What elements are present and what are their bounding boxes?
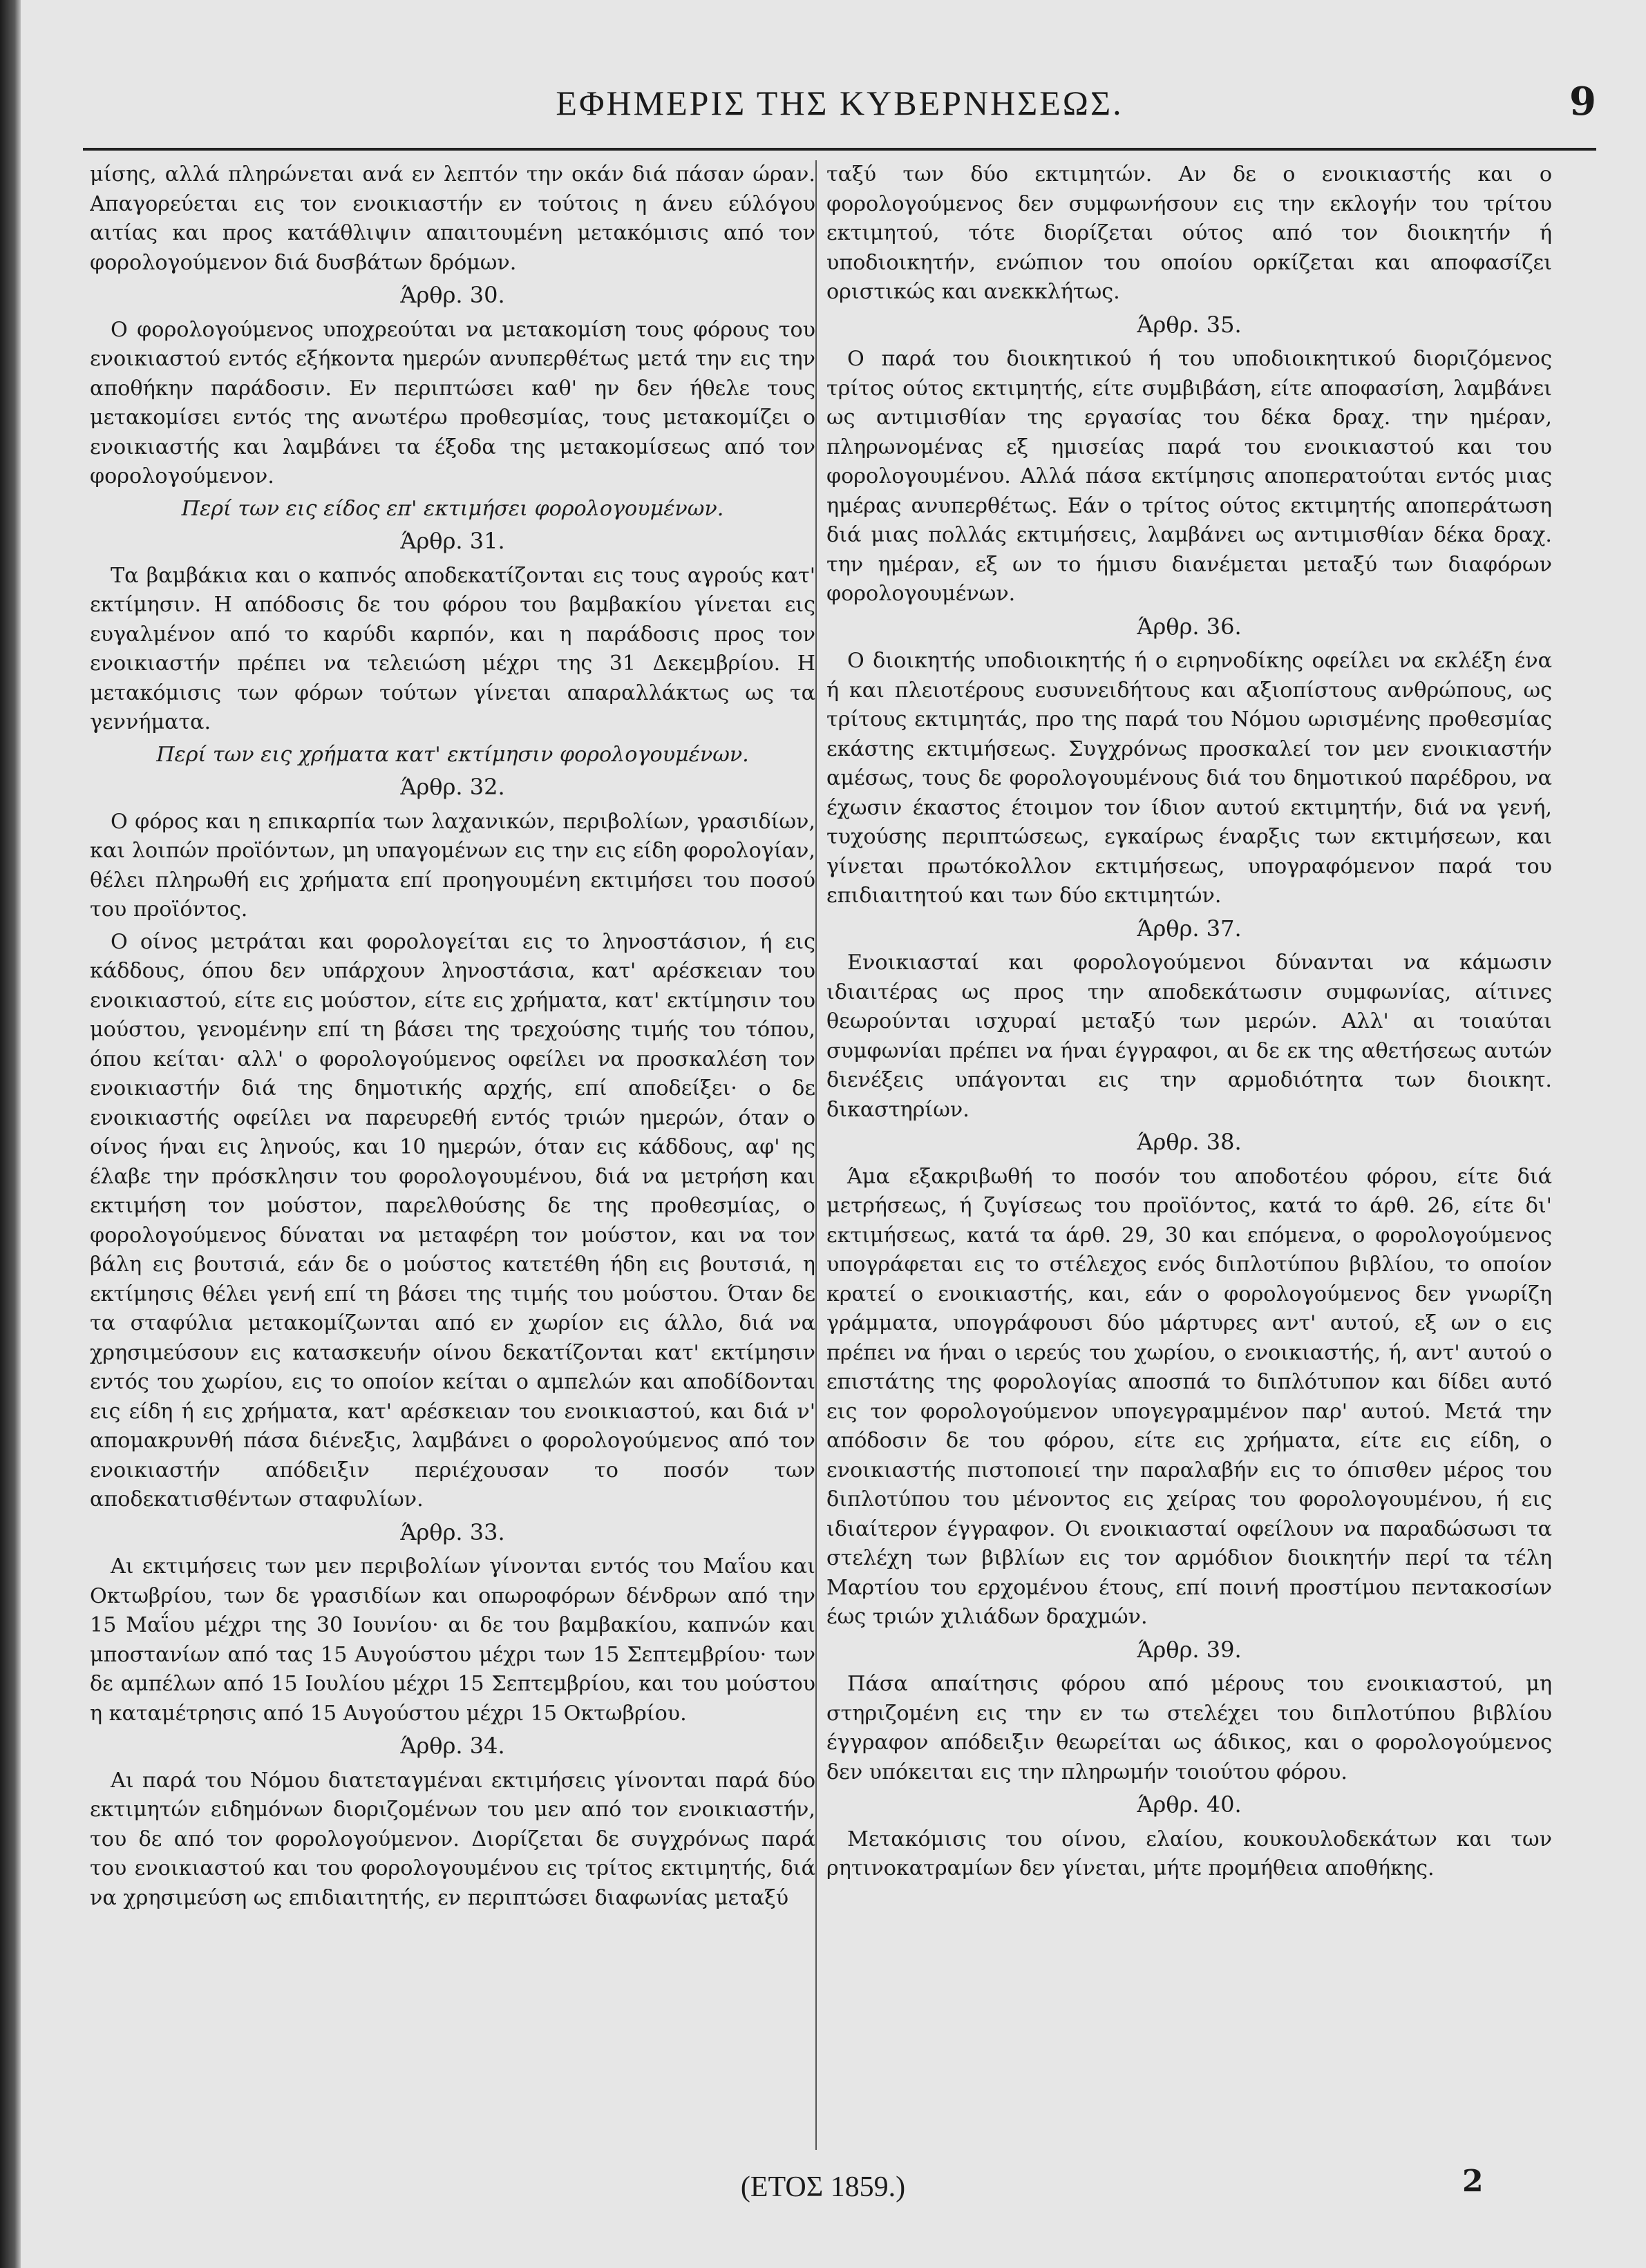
signature-number: 2 <box>1462 2164 1484 2199</box>
article-heading-39: Άρθρ. 39. <box>1137 1636 1242 1663</box>
article-heading-38: Άρθρ. 38. <box>1137 1129 1242 1155</box>
article-heading-40: Άρθρ. 40. <box>1137 1791 1242 1818</box>
article-38-text: Άμα εξακριβωθή το ποσόν του αποδοτέου φόρου, είτε διά μετρήσεως, ή ζυγίσεως του προϊόντος, κατά το άρθ. 26, είτε δι' εκτιμήσεως, κατά τα άρθ. 29, 30 και επόμενα, ο φορολογούμενος υπογράφεται εις το στέλεχος ενός διπλοτύπου βιβλίου, το οποίον κρατεί ο ενοικιαστής, και, εάν ο φορολογούμενος δεν γνωρίζη γράμματα, υπογράφουσι δύο μάρτυρες αντ' αυτού, εξ ων ο εις πρέπει να ήναι ο ιερεύς του χωρίου, ο ενοικιαστής, ή, αντ' αυτού ο επιστάτης της φορολογίας αποσπά το διπλότυπον και δίδει αυτό εις τον φορολογούμενον υπογεγραμμένον παρ' αυτού. Μετά την απόδοσιν δε του φόρου, είτε εις χρήματα, είτε εις είδη, ο ενοικιαστής πιστοποιεί την παραλαβήν εις το όπισθεν μέρος του διπλοτύπου του μένοντος εις χείρας του φορολογουμένου, ή εις ιδιαίτερον έγγραφον. Οι ενοικιασταί οφείλουν να παραδώσωσι τα στελέχη των βιβλίων εις τον αρμόδιον διοικητήν περί τα τέλη Μαρτίου του ερχομένου έτους, επί ποινή προστίμου πεντακοσίων έως τριών χιλιάδων δραχμών. <box>826 1164 1552 1629</box>
article-heading-30: Άρθρ. 30. <box>400 282 505 308</box>
article-35-text: Ο παρά του διοικητικού ή του υποδιοικητικού διοριζόμενος τρίτος ούτος εκτιμητής, είτε συμβιβάση, είτε αποφασίση, λαμβάνει ως αντιμισθίαν της εργασίας του δέκα δραχ. την ημέραν, πληρωνομένας εξ ημισείας παρά του ενοικιαστού και του φορολογουμένου. Αλλά πάσα εκτίμησις αποπερατούται εντός μιας ημέρας ανυπερθέτως. Εάν ο τρίτος ούτος εκτιμητής αποπεράτωση διά μιας πολλάς εκτιμήσεις, λαμβάνει ως αντιμισθίαν δέκα δραχ. την ημέραν, εξ ων το ήμισυ διανέμεται μεταξύ των διαφόρων φορολογουμένων. <box>826 347 1552 606</box>
section-heading-in-kind: Περί των εις είδος επ' εκτιμήσει φορολογουμένων. <box>181 496 724 521</box>
article-37-text: Ενοικιασταί και φορολογούμενοι δύνανται να κάμωσιν ιδιαιτέρας ως προς την αποδεκάτωσιν συμφωνίας, αίτινες θεωρούνται ισχυραί μεταξύ των μερών. Αλλ' αι τοιαύται συμφωνίαι πρέπει να ήναι έγγραφοι, αι δε εκ της αθετήσεως αυτών διενέξεις υπάγονται εις την αρμοδιότητα των διοικητ. δικαστηρίων. <box>826 951 1552 1122</box>
paragraph-continued: ταξύ των δύο εκτιμητών. Αν δε ο ενοικιαστής και ο φορολογούμενος δεν συμφωνήσουν εις την εκλογήν του τρίτου εκτιμητού, τότε διορίζεται ούτος από τον διοικητήν ή υποδιοικητήν, ενώπιον του οποίου ορκίζεται και αποφασίζει οριστικώς και ανεκκλήτως. <box>826 162 1552 304</box>
article-31-text: Τα βαμβάκια και ο καπνός αποδεκατίζονται εις τους αγρούς κατ' εκτίμησιν. Η απόδοσις δε του φόρου του βαμβακίου γίνεται εις ευγαλμένον από το καρύδι καρπόν, και η παράδοσις προς τον ενοικιαστήν πρέπει να τελειώση μέχρι της 31 Δεκεμβρίου. Η μετακόμισις των φόρων τούτων γίνεται απαραλλάκτως ως τα γεννήματα. <box>90 563 815 734</box>
right-column <box>826 160 1552 2164</box>
article-heading-37: Άρθρ. 37. <box>1137 915 1242 942</box>
header-rule <box>83 148 1596 151</box>
article-32-text-b: Ο οίνος μετράται και φορολογείται εις το ληνοστάσιον, ή εις κάδδους, όπου δεν υπάρχουν ληνοστάσια, κατ' αρέσκειαν του ενοικιαστού, είτε εις μούστον, είτε εις χρήματα, κατ' εκτίμησιν του μούστου, γενομένην επί τη βάσει της τρεχούσης τιμής του τόπου, όπου κείται· αλλ' ο φορολογούμενος οφείλει να προσκαλέση τον ενοικιαστήν διά της δημοτικής αρχής, επί αποδείξει· ο δε ενοικιαστής οφείλει να παρευρεθή εντός τριών ημερών, όταν ο οίνος ήναι εις ληνούς, και 10 ημερών, όταν εις κάδδους, αφ' ης έλαβε την πρόσκλησιν του φορολογουμένου, διά να μετρήση και εκτιμήση τον μούστον, παρελθούσης δε της προθεσμίας, ο φορολογούμενος δύναται να μεταφέρη τον μούστον, και να τον βάλη εις βουτσιά, εάν δε ο μούστος κατετέθη ήδη εις βουτσιά, η εκτίμησις θέλει γενή επί τη βάσει της τιμής του μούστου. Όταν δε τα σταφύλια μετακομίζωνται από εν χωρίον εις άλλο, διά να χρησιμεύσουν εις κατασκευήν οίνου δεκατίζονται κατ' εκτίμησιν εντός του χωρίου, εις το οποίον κείται ο αμπελών και αποδίδονται εις είδη ή εις χρήματα, κατ' αρέσκειαν του ενοικιαστού, και διά ν' απομακρυνθή πάσα διένεξις, λαμβάνει ο φορολογούμενος από τον ενοικιαστήν απόδειξιν περιέχουσαν το ποσόν των αποδεκατισθέντων σταφυλίων. <box>90 929 815 1512</box>
article-30-text: Ο φορολογούμενος υποχρεούται να μετακομίση τους φόρους του ενοικιαστού εντός εξήκοντα ημερών ανυπερθέτως μετά την εις την αποθήκην παράδοσιν. Εν περιπτώσει καθ' ην δεν ήθελε τους μετακομίσει εντός της ανωτέρω προθεσμίας, τους μετακομίζει ο ενοικιαστής και λαμβάνει τα έξοδα της μετακομίσεως από τον φορολογούμενον. <box>90 317 815 488</box>
article-heading-31: Άρθρ. 31. <box>400 528 505 554</box>
article-heading-32: Άρθρ. 32. <box>400 774 505 800</box>
article-heading-33: Άρθρ. 33. <box>400 1518 505 1545</box>
article-32-text-a: Ο φόρος και η επικαρπία των λαχανικών, περιβολίων, γρασιδίων, και λοιπών προϊόντων, μη υπαγομένων εις την εις είδη φορολογίαν, θέλει πληρωθή εις χρήματα επί προηγουμένη εκτιμήσει του ποσού του προϊόντος. <box>90 809 815 922</box>
article-heading-34: Άρθρ. 34. <box>400 1733 505 1759</box>
binding-spine <box>0 0 21 2268</box>
article-40-text: Μετακόμισις του οίνου, ελαίου, κουκουλοδεκάτων και των ρητινοκατραμίων δεν γίνεται, μήτε προμήθεια αποθήκης. <box>826 1827 1552 1880</box>
article-33-text: Αι εκτιμήσεις των μεν περιβολίων γίνονται εντός του Μαΐου και Οκτωβρίου, των δε γρασιδίων και οπωροφόρων δένδρων από την 15 Μαΐου μέχρι της 30 Ιουνίου· αι δε του βαμβακίου, καπνών και μποστανίων από τας 15 Αυγούστου μέχρι των 15 Σεπτεμβρίου· των δε αμπέλων από 15 Ιουλίου μέχρι 15 Σεπτεμβρίου, και του μούστου η καταμέτρησις από 15 Αυγούστου μέχρι 15 Οκτωβρίου. <box>90 1554 815 1726</box>
article-36-text: Ο διοικητής υποδιοικητής ή ο ειρηνοδίκης οφείλει να εκλέξη ένα ή και πλειοτέρους ευσυνειδήτους και αξιοπίστους ανθρώπους, ως τρίτους εκτιμητάς, προ της παρά του Νόμου ωρισμένης προθεσμίας εκάστης εκτιμήσεως. Συγχρόνως προσκαλεί τον μεν ενοικιαστήν αμέσως, τους δε φορολογουμένους διά του δημοτικού παρέδρου, να έχωσιν έκαστος έτοιμον τον ίδιον αυτού εκτιμητήν, διά να γενή, τυχούσης περιπτώσεως, εγκαίρως έναρξις των εκτιμήσεων, και γίνεται πρωτόκολλον εκτιμήσεως, υπογραφόμενον παρά του επιδιαιτητού και των δύο εκτιμητών. <box>826 649 1552 908</box>
paragraph-continued: μίσης, αλλά πληρώνεται ανά εν λεπτόν την οκάν διά πάσαν ώραν. Απαγορεύεται εις τον ενοικιαστήν εν τούτοις η άνευ εύλόγου αιτίας και προς κατάθλιψιν απαιτουμένη μετακόμισις από τον φορολογούμενον διά δυσβάτων δρόμων. <box>90 162 815 275</box>
page-header <box>83 79 1596 138</box>
section-heading-in-money: Περί των εις χρήματα κατ' εκτίμησιν φορολογουμένων. <box>156 742 749 767</box>
article-39-text: Πάσα απαίτησις φόρου από μέρους του ενοικιαστού, μη στηριζομένη εις την εν τω στελέχει του διπλοτύπου βιβλίου έγγραφον απόδειξιν θεωρείται ως άδικος, και ο φορολογούμενος δεν υπόκειται εις την πληρωμήν τοιούτου φόρου. <box>826 1672 1552 1784</box>
column-divider <box>815 160 817 2150</box>
footer-year: (ΕΤΟΣ 1859.) <box>740 2171 906 2203</box>
article-heading-35: Άρθρ. 35. <box>1137 311 1242 338</box>
article-heading-36: Άρθρ. 36. <box>1137 613 1242 640</box>
article-34-text: Αι παρά του Νόμου διατεταγμέναι εκτιμήσεις γίνονται παρά δύο εκτιμητών ειδημόνων διοριζομένων του μεν από τον ενοικιαστήν, του δε από τον φορολογούμενον. Διορίζεται δε συγχρόνως παρά του ενοικιαστού και του φορολογουμένου εις τρίτος εκτιμητής, διά να χρησιμεύση ως επιδιαιτητής, εν περιπτώσει διαφωνίας μεταξύ <box>90 1768 815 1910</box>
left-column <box>90 160 815 2164</box>
gazette-title: ΕΦΗΜΕΡΙΣ ΤΗΣ ΚΥΒΕΡΝΗΣΕΩΣ. <box>556 84 1124 122</box>
page-number: 9 <box>1569 79 1596 124</box>
